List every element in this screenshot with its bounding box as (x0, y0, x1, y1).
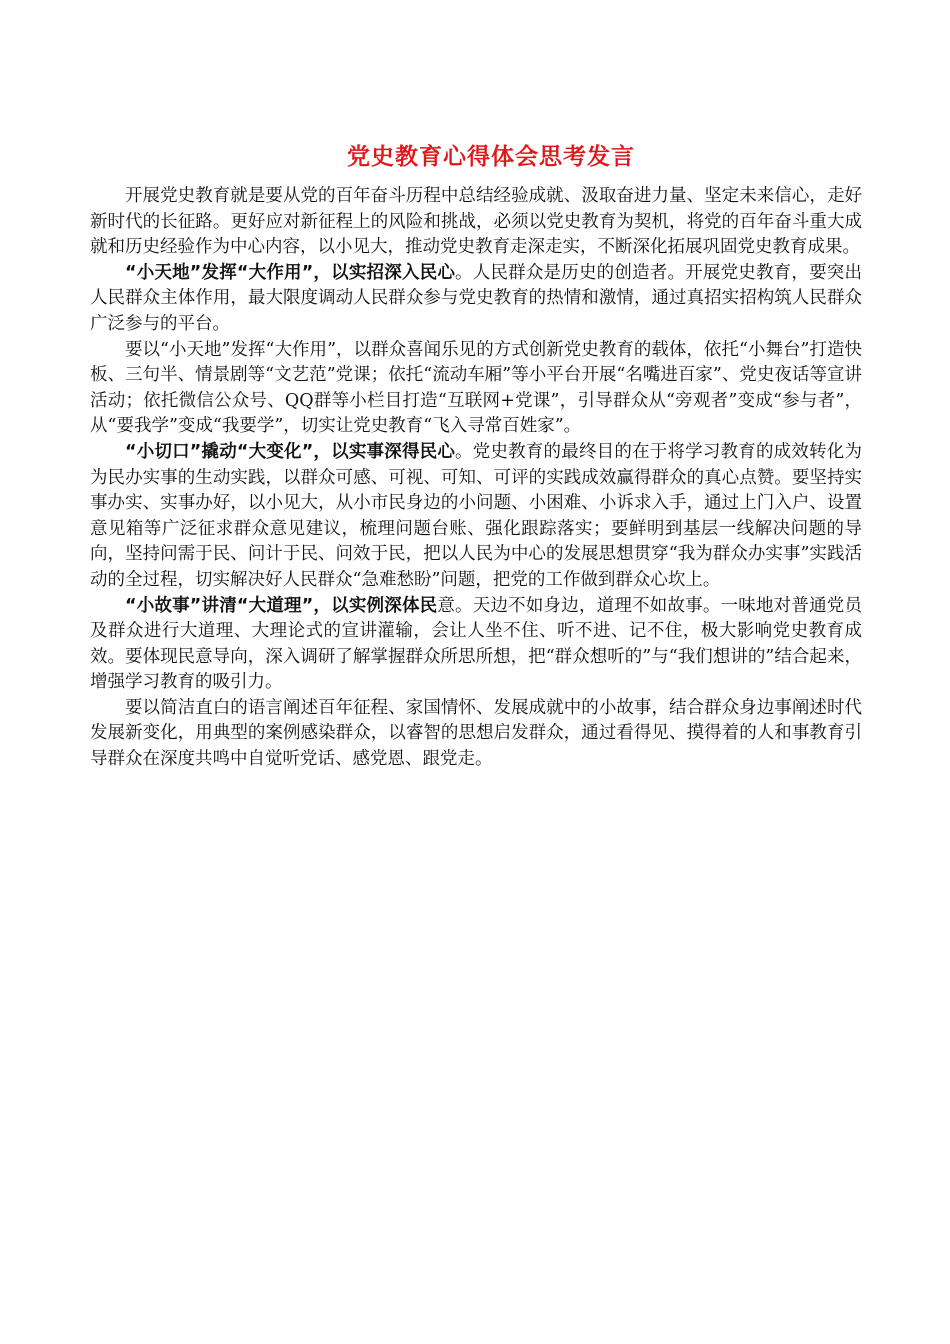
paragraph-intro (90, 184, 862, 261)
paragraph-text: 要以简洁直白的语言阐述百年征程、家国情怀、发展成就中的小故事，结合群众身边事阐述时代发展新变化，用典型的案例感染群众，以睿智的思想启发群众，通过看得见、摸得着的人和事教育引导群众在深度共鸣中自觉听党话、感党恩、跟党走。 (90, 697, 862, 770)
document-title: 党史教育心得体会思考发言 (347, 144, 635, 170)
paragraph-section-1 (90, 261, 862, 338)
paragraph-section-1-detail (90, 338, 862, 440)
section-heading: “小天地”发挥“大作用”，以实招深入民心 (125, 262, 456, 283)
paragraph-text: 意。天边不如身边，道理不如故事。一味地对普通党员及群众进行大道理、大理论式的宣讲灌输，会让人坐不住、听不进、记不住，极大影响党史教育成效。要体现民意导向，深入调研了解掌握群众所思所想，把“群众想听的”与“我们想讲的”结合起来，增强学习教育的吸引力。 (90, 595, 862, 693)
section-heading: “小故事”讲清“大道理”，以实例深体民 (125, 595, 438, 616)
paragraph-section-3 (90, 594, 862, 696)
paragraph-text: 开展党史教育就是要从党的百年奋斗历程中总结经验成就、汲取奋进力量、坚定未来信心，走好新时代的长征路。更好应对新征程上的风险和挑战，必须以党史教育为契机，将党的百年奋斗重大成就和历史经验作为中心内容，以小见大，推动党史教育走深走实，不断深化拓展巩固党史教育成果。 (90, 186, 862, 258)
document-page (90, 0, 862, 773)
paragraph-section-3-detail (90, 696, 862, 773)
paragraph-text: 要以“小天地”发挥“大作用”，以群众喜闻乐见的方式创新党史教育的载体，依托“小舞台”打造快板、三句半、情景剧等“文艺范”党课；依托“流动车厢”等小平台开展“名嘴进百家”、党史夜话等宣讲活动；依托微信公众号、QQ群等小栏目打造“互联网+党课”，引导群众从“旁观者”变成“参与者”，从“要我学”变成“我要学”，切实让党史教育“飞入寻常百姓家”。 (90, 339, 862, 437)
section-heading: “小切口”撬动“大变化”，以实事深得民心 (125, 441, 456, 462)
paragraph-section-2 (90, 440, 862, 594)
paragraph-text: 。党史教育的最终目的在于将学习教育的成效转化为为民办实事的生动实践，以群众可感、可视、可知、可评的实践成效赢得群众的真心点赞。要坚持实事办实、实事办好，以小见大，从小市民身边的小问题、小困难、小诉求入手，通过上门入户、设置意见箱等广泛征求群众意见建议，梳理问题台账、强化跟踪落实；要鲜明到基层一线解决问题的导向，坚持问需于民、问计于民、问效于民，把以人民为中心的发展思想贯穿“我为群众办实事”实践活动的全过程，切实解决好人民群众“急难愁盼”问题，把党的工作做到群众心坎上。 (90, 441, 862, 590)
paragraph-text: 。人民群众是历史的创造者。开展党史教育，要突出人民群众主体作用，最大限度调动人民群众参与党史教育的热情和激情，通过真招实招构筑人民群众广泛参与的平台。 (90, 262, 862, 334)
